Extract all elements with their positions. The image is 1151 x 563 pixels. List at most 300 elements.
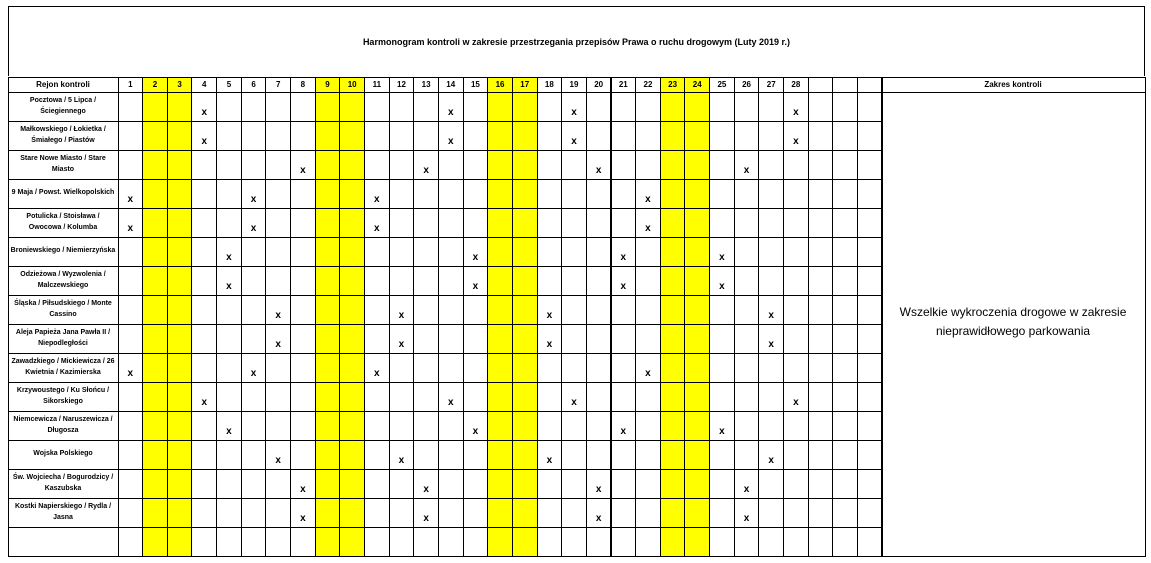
schedule-cell xyxy=(832,92,858,122)
schedule-cell xyxy=(561,469,587,499)
day-header-21: 21 xyxy=(611,77,637,93)
control-mark: x xyxy=(389,440,415,470)
region-column-header: Rejon kontroli xyxy=(8,77,119,93)
schedule-cell xyxy=(389,179,415,209)
schedule-cell xyxy=(315,469,341,499)
schedule-cell xyxy=(438,469,464,499)
schedule-cell xyxy=(290,266,316,296)
schedule-cell xyxy=(265,353,291,383)
schedule-cell xyxy=(660,411,686,441)
schedule-cell xyxy=(438,179,464,209)
schedule-cell xyxy=(734,121,760,151)
control-mark: x xyxy=(413,498,439,528)
schedule-cell xyxy=(611,440,637,470)
schedule-cell xyxy=(142,353,168,383)
schedule-cell xyxy=(315,382,341,412)
schedule-cell xyxy=(191,440,217,470)
schedule-cell xyxy=(709,527,735,557)
schedule-cell xyxy=(315,266,341,296)
schedule-cell xyxy=(413,179,439,209)
schedule-cell xyxy=(339,266,365,296)
schedule-cell xyxy=(561,527,587,557)
control-mark: x xyxy=(734,498,760,528)
schedule-cell xyxy=(438,527,464,557)
control-mark: x xyxy=(191,382,217,412)
schedule-cell xyxy=(734,382,760,412)
schedule-cell xyxy=(438,411,464,441)
schedule-cell xyxy=(832,527,858,557)
schedule-cell xyxy=(611,527,637,557)
schedule-cell xyxy=(561,440,587,470)
schedule-cell xyxy=(216,527,242,557)
schedule-cell xyxy=(512,411,538,441)
day-header-14: 14 xyxy=(438,77,464,93)
schedule-cell xyxy=(611,179,637,209)
schedule-cell xyxy=(857,237,883,267)
schedule-cell xyxy=(808,382,834,412)
schedule-cell xyxy=(586,295,612,325)
schedule-cell xyxy=(241,440,267,470)
control-mark: x xyxy=(635,353,661,383)
day-header-16: 16 xyxy=(487,77,513,93)
control-mark: x xyxy=(561,92,587,122)
day-header-26: 26 xyxy=(734,77,760,93)
control-mark: x xyxy=(290,469,316,499)
schedule-cell xyxy=(315,353,341,383)
control-mark: x xyxy=(537,295,563,325)
schedule-cell xyxy=(857,266,883,296)
schedule-cell xyxy=(241,92,267,122)
day-header-1: 1 xyxy=(118,77,144,93)
region-cell: Zawadzkiego / Mickiewicza / 26 Kwietnia / Kazimierska xyxy=(8,353,119,383)
schedule-cell xyxy=(783,469,809,499)
schedule-cell xyxy=(684,179,710,209)
schedule-cell xyxy=(191,498,217,528)
control-mark: x xyxy=(635,208,661,238)
schedule-cell xyxy=(241,295,267,325)
schedule-cell xyxy=(487,179,513,209)
schedule-cell xyxy=(512,353,538,383)
schedule-cell xyxy=(241,382,267,412)
day-header-13: 13 xyxy=(413,77,439,93)
control-mark: x xyxy=(537,440,563,470)
day-header-4: 4 xyxy=(191,77,217,93)
day-header-28: 28 xyxy=(783,77,809,93)
schedule-cell xyxy=(290,92,316,122)
control-mark: x xyxy=(216,237,242,267)
schedule-cell xyxy=(709,469,735,499)
schedule-cell xyxy=(191,237,217,267)
region-cell: Wojska Polskiego xyxy=(8,440,119,470)
schedule-cell xyxy=(857,92,883,122)
schedule-cell xyxy=(857,324,883,354)
schedule-cell xyxy=(857,498,883,528)
schedule-cell xyxy=(586,266,612,296)
schedule-cell xyxy=(537,382,563,412)
schedule-cell xyxy=(537,237,563,267)
control-mark: x xyxy=(611,266,637,296)
day-header-blank xyxy=(832,77,858,93)
schedule-cell xyxy=(216,440,242,470)
schedule-cell xyxy=(241,324,267,354)
schedule-cell xyxy=(684,440,710,470)
schedule-cell xyxy=(561,208,587,238)
schedule-cell xyxy=(487,208,513,238)
schedule-cell xyxy=(512,121,538,151)
control-mark: x xyxy=(118,353,144,383)
schedule-cell xyxy=(758,208,784,238)
schedule-cell xyxy=(487,121,513,151)
schedule-cell xyxy=(512,440,538,470)
schedule-cell xyxy=(315,237,341,267)
schedule-cell xyxy=(586,382,612,412)
schedule-cell xyxy=(586,121,612,151)
schedule-cell xyxy=(463,92,489,122)
schedule-cell xyxy=(389,353,415,383)
schedule-cell xyxy=(463,208,489,238)
schedule-cell xyxy=(660,237,686,267)
schedule-cell xyxy=(758,266,784,296)
scope-column-header: Zakres kontroli xyxy=(881,77,1146,93)
schedule-cell xyxy=(857,382,883,412)
schedule-cell xyxy=(758,121,784,151)
schedule-cell xyxy=(315,295,341,325)
schedule-cell xyxy=(413,382,439,412)
schedule-cell xyxy=(709,92,735,122)
schedule-cell xyxy=(339,353,365,383)
schedule-cell xyxy=(265,527,291,557)
schedule-cell xyxy=(635,440,661,470)
schedule-cell xyxy=(315,324,341,354)
schedule-cell xyxy=(561,179,587,209)
day-header-18: 18 xyxy=(537,77,563,93)
schedule-cell xyxy=(265,498,291,528)
day-header-24: 24 xyxy=(684,77,710,93)
schedule-cell xyxy=(463,527,489,557)
schedule-cell xyxy=(463,440,489,470)
schedule-cell xyxy=(463,353,489,383)
schedule-cell xyxy=(167,92,193,122)
schedule-cell xyxy=(537,208,563,238)
schedule-cell xyxy=(512,527,538,557)
schedule-cell xyxy=(413,237,439,267)
control-mark: x xyxy=(118,179,144,209)
schedule-cell xyxy=(241,121,267,151)
schedule-cell xyxy=(808,237,834,267)
schedule-cell xyxy=(216,382,242,412)
control-mark: x xyxy=(290,150,316,180)
schedule-cell xyxy=(832,295,858,325)
schedule-cell xyxy=(339,237,365,267)
day-header-11: 11 xyxy=(364,77,390,93)
schedule-cell xyxy=(783,295,809,325)
schedule-cell xyxy=(783,179,809,209)
schedule-cell xyxy=(512,498,538,528)
schedule-cell xyxy=(512,469,538,499)
schedule-cell xyxy=(783,237,809,267)
schedule-cell xyxy=(832,353,858,383)
control-mark: x xyxy=(364,179,390,209)
schedule-cell xyxy=(438,266,464,296)
schedule-cell xyxy=(438,237,464,267)
schedule-cell xyxy=(191,266,217,296)
schedule-cell xyxy=(611,150,637,180)
control-mark: x xyxy=(438,92,464,122)
schedule-cell xyxy=(265,208,291,238)
control-mark: x xyxy=(241,208,267,238)
schedule-cell xyxy=(167,266,193,296)
schedule-cell xyxy=(487,353,513,383)
schedule-cell xyxy=(808,411,834,441)
schedule-cell xyxy=(413,295,439,325)
schedule-cell xyxy=(512,208,538,238)
schedule-cell xyxy=(463,121,489,151)
schedule-cell xyxy=(142,266,168,296)
schedule-cell xyxy=(857,179,883,209)
schedule-cell xyxy=(611,382,637,412)
schedule-cell xyxy=(758,150,784,180)
schedule-cell xyxy=(611,92,637,122)
schedule-cell xyxy=(463,324,489,354)
schedule-cell xyxy=(660,353,686,383)
schedule-cell xyxy=(537,527,563,557)
control-mark: x xyxy=(709,266,735,296)
schedule-cell xyxy=(808,266,834,296)
schedule-cell xyxy=(635,92,661,122)
schedule-cell xyxy=(265,411,291,441)
day-header-15: 15 xyxy=(463,77,489,93)
schedule-cell xyxy=(684,237,710,267)
schedule-cell xyxy=(167,324,193,354)
schedule-cell xyxy=(241,527,267,557)
schedule-cell xyxy=(413,208,439,238)
schedule-cell xyxy=(118,411,144,441)
schedule-cell xyxy=(611,324,637,354)
control-mark: x xyxy=(265,295,291,325)
schedule-cell xyxy=(167,353,193,383)
schedule-cell xyxy=(315,440,341,470)
schedule-cell xyxy=(660,382,686,412)
control-mark: x xyxy=(758,295,784,325)
schedule-cell xyxy=(857,121,883,151)
schedule-cell xyxy=(216,295,242,325)
day-header-19: 19 xyxy=(561,77,587,93)
schedule-cell xyxy=(808,150,834,180)
schedule-cell xyxy=(241,498,267,528)
schedule-cell xyxy=(635,498,661,528)
schedule-cell xyxy=(487,440,513,470)
schedule-cell xyxy=(709,324,735,354)
schedule-cell xyxy=(537,353,563,383)
schedule-cell xyxy=(734,353,760,383)
schedule-cell xyxy=(389,527,415,557)
schedule-cell xyxy=(561,324,587,354)
region-cell: Potulicka / Stoisława / Owocowa / Kolumba xyxy=(8,208,119,238)
schedule-cell xyxy=(290,295,316,325)
schedule-cell xyxy=(783,498,809,528)
schedule-cell xyxy=(241,237,267,267)
schedule-cell xyxy=(537,469,563,499)
control-mark: x xyxy=(783,92,809,122)
schedule-cell xyxy=(783,150,809,180)
schedule-cell xyxy=(265,150,291,180)
schedule-cell xyxy=(167,411,193,441)
schedule-cell xyxy=(290,237,316,267)
schedule-cell xyxy=(684,469,710,499)
schedule-cell xyxy=(684,266,710,296)
schedule-cell xyxy=(142,527,168,557)
schedule-cell xyxy=(118,324,144,354)
schedule-cell xyxy=(167,382,193,412)
schedule-cell xyxy=(709,295,735,325)
schedule-cell xyxy=(339,527,365,557)
schedule-cell xyxy=(586,324,612,354)
schedule-cell xyxy=(118,266,144,296)
schedule-cell xyxy=(684,353,710,383)
schedule-cell xyxy=(808,179,834,209)
day-header-blank xyxy=(808,77,834,93)
schedule-cell xyxy=(783,527,809,557)
control-mark: x xyxy=(241,179,267,209)
schedule-cell xyxy=(684,295,710,325)
schedule-cell xyxy=(191,469,217,499)
schedule-cell xyxy=(586,208,612,238)
schedule-cell xyxy=(339,150,365,180)
schedule-cell xyxy=(167,527,193,557)
control-mark: x xyxy=(611,237,637,267)
control-mark: x xyxy=(758,440,784,470)
schedule-cell xyxy=(339,179,365,209)
region-cell: Stare Nowe Miasto / Stare Miasto xyxy=(8,150,119,180)
day-header-3: 3 xyxy=(167,77,193,93)
schedule-cell xyxy=(734,208,760,238)
schedule-cell xyxy=(191,150,217,180)
schedule-cell xyxy=(512,92,538,122)
schedule-cell xyxy=(191,353,217,383)
schedule-cell xyxy=(364,411,390,441)
schedule-cell xyxy=(487,527,513,557)
schedule-cell xyxy=(660,266,686,296)
schedule-cell xyxy=(537,121,563,151)
schedule-cell xyxy=(635,237,661,267)
schedule-cell xyxy=(265,266,291,296)
schedule-cell xyxy=(191,324,217,354)
schedule-cell xyxy=(142,208,168,238)
schedule-cell xyxy=(709,121,735,151)
schedule-cell xyxy=(413,411,439,441)
control-mark: x xyxy=(561,382,587,412)
schedule-cell xyxy=(487,266,513,296)
day-header-2: 2 xyxy=(142,77,168,93)
schedule-cell xyxy=(142,382,168,412)
schedule-cell xyxy=(118,92,144,122)
schedule-title: Harmonogram kontroli w zakresie przestrzegania przepisów Prawa o ruchu drogowym (Luty 2019 r.) xyxy=(8,6,1145,76)
schedule-cell xyxy=(561,295,587,325)
control-mark: x xyxy=(290,498,316,528)
schedule-cell xyxy=(438,324,464,354)
control-mark: x xyxy=(118,208,144,238)
schedule-cell xyxy=(537,92,563,122)
schedule-cell xyxy=(339,411,365,441)
schedule-cell xyxy=(438,150,464,180)
schedule-cell xyxy=(734,527,760,557)
schedule-cell xyxy=(216,150,242,180)
schedule-cell xyxy=(783,324,809,354)
schedule-cell xyxy=(660,121,686,151)
schedule-cell xyxy=(389,150,415,180)
schedule-cell xyxy=(290,324,316,354)
schedule-cell xyxy=(339,440,365,470)
region-cell: Krzywoustego / Ku Słońcu / Sikorskiego xyxy=(8,382,119,412)
schedule-cell xyxy=(339,498,365,528)
day-header-7: 7 xyxy=(265,77,291,93)
control-mark: x xyxy=(265,440,291,470)
schedule-cell xyxy=(364,440,390,470)
schedule-cell xyxy=(364,324,390,354)
schedule-cell xyxy=(832,498,858,528)
schedule-cell xyxy=(438,353,464,383)
schedule-cell xyxy=(709,150,735,180)
schedule-cell xyxy=(265,469,291,499)
schedule-cell xyxy=(660,208,686,238)
schedule-cell xyxy=(758,92,784,122)
schedule-cell xyxy=(389,498,415,528)
region-cell: Odzieżowa / Wyzwolenia / Malczewskiego xyxy=(8,266,119,296)
schedule-cell xyxy=(734,237,760,267)
schedule-cell xyxy=(118,295,144,325)
schedule-cell xyxy=(783,440,809,470)
schedule-cell xyxy=(808,208,834,238)
schedule-cell xyxy=(142,498,168,528)
control-mark: x xyxy=(364,353,390,383)
schedule-cell xyxy=(857,527,883,557)
control-mark: x xyxy=(241,353,267,383)
schedule-cell xyxy=(364,266,390,296)
schedule-cell xyxy=(487,295,513,325)
schedule-cell xyxy=(191,295,217,325)
day-header-10: 10 xyxy=(339,77,365,93)
schedule-cell xyxy=(586,353,612,383)
schedule-cell xyxy=(463,179,489,209)
schedule-cell xyxy=(758,353,784,383)
schedule-cell xyxy=(216,324,242,354)
control-mark: x xyxy=(561,121,587,151)
schedule-cell xyxy=(512,266,538,296)
schedule-cell xyxy=(660,498,686,528)
schedule-cell xyxy=(586,527,612,557)
schedule-cell xyxy=(290,527,316,557)
day-header-12: 12 xyxy=(389,77,415,93)
schedule-cell xyxy=(537,179,563,209)
schedule-cell xyxy=(734,440,760,470)
control-mark: x xyxy=(586,498,612,528)
schedule-cell xyxy=(290,208,316,238)
schedule-cell xyxy=(241,469,267,499)
day-header-25: 25 xyxy=(709,77,735,93)
schedule-cell xyxy=(463,150,489,180)
control-mark: x xyxy=(463,237,489,267)
schedule-cell xyxy=(734,295,760,325)
schedule-cell xyxy=(191,411,217,441)
schedule-cell xyxy=(364,527,390,557)
schedule-cell xyxy=(364,469,390,499)
schedule-cell xyxy=(463,295,489,325)
schedule-cell xyxy=(635,150,661,180)
schedule-cell xyxy=(118,440,144,470)
schedule-cell xyxy=(364,92,390,122)
schedule-cell xyxy=(660,150,686,180)
schedule-cell xyxy=(561,237,587,267)
